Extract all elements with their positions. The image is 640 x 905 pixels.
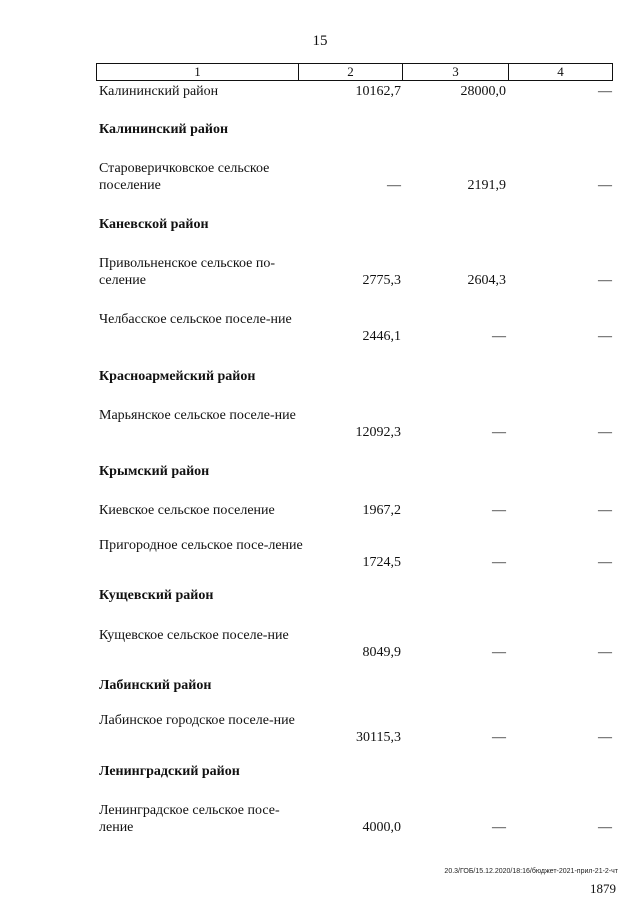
document-page-number: 1879: [590, 881, 616, 896]
district-name: Калининский район: [99, 122, 229, 137]
value-col-4: —: [598, 84, 612, 99]
row-name: Староверичковское сельское поселение: [99, 161, 270, 193]
value-col-2: 2775,3: [362, 273, 401, 288]
value-col-3: —: [492, 555, 506, 570]
district-name: Крымский район: [99, 464, 210, 479]
value-col-3: 28000,0: [460, 84, 506, 99]
value-col-3: —: [492, 425, 506, 440]
district-name: Лабинский район: [99, 678, 212, 693]
value-col-2: 12092,3: [355, 425, 401, 440]
page-number: 15: [312, 33, 328, 49]
value-col-4: —: [598, 730, 612, 745]
value-col-2: 30115,3: [356, 730, 401, 745]
row-name: Челбасское сельское поселе-ние: [99, 312, 292, 327]
value-col-4: —: [598, 820, 612, 835]
value-col-3: —: [492, 820, 506, 835]
district-name: Ленинградский район: [99, 764, 240, 779]
value-col-2: 1724,5: [362, 555, 401, 570]
row-name: Марьянское сельское поселе-ние: [99, 408, 296, 423]
value-col-4: —: [598, 555, 612, 570]
value-col-4: —: [598, 178, 612, 193]
document-code: 20.3/ГОБ/15.12.2020/18:16/бюджет-2021-прил-21-2-чт: [444, 868, 618, 875]
value-col-4: —: [598, 329, 612, 344]
value-col-3: —: [492, 730, 506, 745]
row-name: Кущевское сельское поселе-ние: [99, 628, 289, 643]
row-name: Лабинское городское поселе-ние: [99, 713, 295, 728]
table-header: [96, 63, 613, 81]
value-col-4: —: [598, 425, 612, 440]
row-name: Пригородное сельское посе-ление: [99, 538, 303, 553]
value-col-2: 4000,0: [362, 820, 401, 835]
value-col-3: 2604,3: [467, 273, 506, 288]
value-col-2: 10162,7: [355, 84, 401, 99]
value-col-3: 2191,9: [467, 178, 506, 193]
row-name: Ленинградское сельское посе-ление: [99, 803, 280, 835]
value-col-3: —: [492, 329, 506, 344]
header-col-3: 3: [452, 64, 459, 79]
district-name: Кущевский район: [99, 588, 214, 603]
header-col-1: 1: [194, 64, 201, 79]
row-name: Привольненское сельское по-селение: [99, 256, 276, 288]
header-col-4: 4: [557, 64, 564, 79]
value-col-3: —: [492, 645, 506, 660]
header-col-2: 2: [347, 64, 354, 79]
value-col-3: —: [492, 503, 506, 518]
row-name: Калининский район: [99, 84, 219, 99]
row-name: Киевское сельское поселение: [99, 503, 275, 518]
value-col-2: 2446,1: [362, 329, 401, 344]
value-col-2: —: [387, 178, 401, 193]
district-name: Красноармейский район: [99, 369, 256, 384]
value-col-4: —: [598, 273, 612, 288]
value-col-4: —: [598, 645, 612, 660]
district-name: Каневской район: [99, 217, 209, 232]
value-col-2: 8049,9: [362, 645, 401, 660]
value-col-4: —: [598, 503, 612, 518]
value-col-2: 1967,2: [362, 503, 401, 518]
